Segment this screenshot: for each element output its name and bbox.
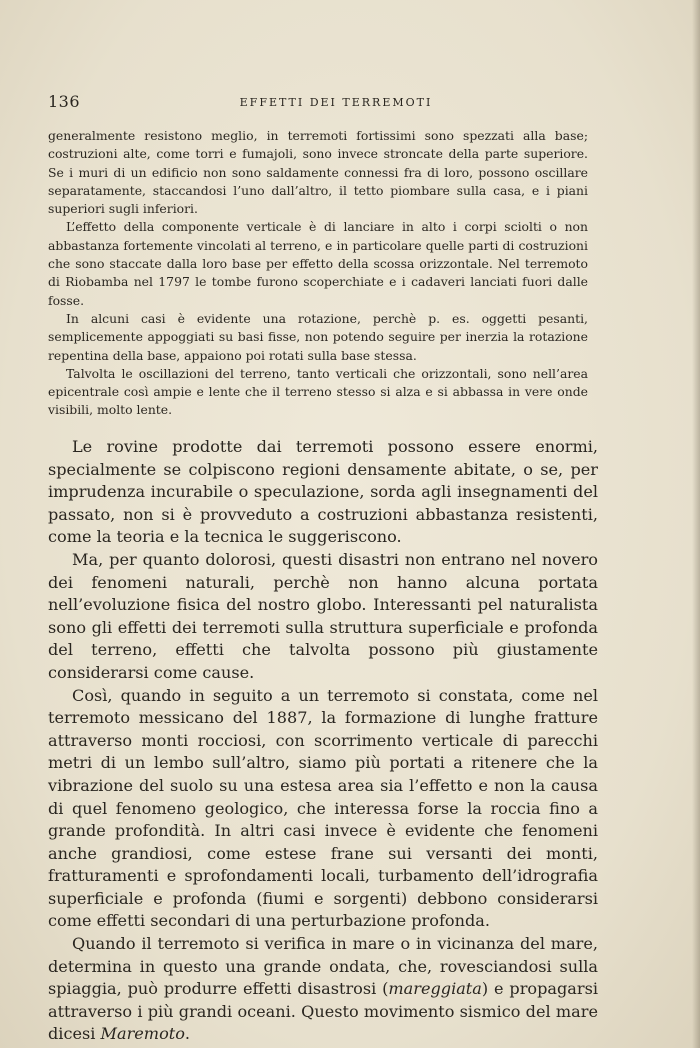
italic-term-mareggiata: mareggiata	[388, 979, 482, 999]
body-paragraph-3: Così, quando in seguito a un terremoto si constata, come nel terremoto messicano del 1887, la formazione di lunghe fratture attraverso monti rocciosi, con scorrimento verticale di parecchi metri di un lembo sull’altro, siamo più portati a ritenere che la vibrazione del suolo su una estesa area sia l’effetto e non la causa di quel fenomeno geologico, che interessa forse la roccia fino a grande profondità. In altri casi invece è evidente che fenomeni anche grandiosi, come estese frane sui versanti dei monti, fratturamenti e sprofondamenti locali, turbamento dell’idrografia superficiale e profonda (fiumi e sorgenti) debbono considerarsi come effetti secondari di una perturbazione profonda.	[48, 685, 598, 931]
body-paragraph-4	[48, 933, 598, 1046]
body-paragraph-1: Le rovine prodotte dai terremoti possono essere enormi, specialmente se colpiscono regioni densamente abitate, o se, per imprudenza incurabile o speculazione, sorda agli insegnamenti del passato, non si è provveduto a costruzioni abbastanza resistenti, come la teoria e la tecnica le suggeriscono.	[48, 437, 598, 547]
page-number: 136	[48, 92, 81, 111]
small-paragraph-3: In alcuni casi è evidente una rotazione, perchè p. es. oggetti pesanti, semplicemente appoggiati su basi fisse, non potendo seguire per inerzia la rotazione repentina della base, appaiono poi rotati sulla base stessa.	[48, 310, 588, 363]
body-paragraph-4-start: Quando il terremoto si verifica in mare o in vicinanza del mare, determina in questo una grande ondata, che, rovesciandosi sulla spiaggia, può produrre effetti disastrosi (	[48, 934, 598, 999]
body-paragraph-2: Ma, per quanto dolorosi, questi disastri non entrano nel novero dei fenomeni naturali, perchè non hanno alcuna portata nell’evoluzione fisica del nostro globo. Interessanti pel naturalista sono gli effetti dei terremoti sulla struttura superficiale e profonda del terreno, effetti che talvolta possono più giustamente considerarsi come cause.	[48, 549, 598, 682]
small-paragraph-1: generalmente resistono meglio, in terremoti fortissimi sono spezzati alla base; costruzioni alte, come torri e fumajoli, sono invece stroncate della parte superiore. Se i muri di un edificio non sono saldamente connessi fra di loro, possono oscillare separatamente, staccandosi l’uno dall’altro, il tetto piombare sulla casa, e i piani superiori sugli inferiori.	[48, 128, 588, 217]
small-paragraph-4: Talvolta le oscillazioni del terreno, tanto verticali che orizzontali, sono nell’area epicentrale così ampie e lente che il terreno stesso si alza e si abbassa in vere onde visibili, molto lente.	[48, 365, 588, 418]
body-paragraph-4-end: .	[184, 1024, 191, 1044]
small-paragraph-2: L’effetto della componente verticale è di lanciare in alto i corpi sciolti o non abbastanza fortemente vincolati al terreno, e in particolare quelle parti di costruzioni che sono staccate dalla loro base per effetto della scossa orizzontale. Nel terremoto di Riobamba nel 1797 le tombe furono scoperchiate e i cadaveri lanciati fuori dalle fosse.	[48, 219, 588, 308]
page-edge-shadow	[692, 0, 700, 1048]
italic-term-maremoto: Maremoto	[100, 1024, 185, 1044]
running-title: EFFETTI DEI TERREMOTI	[239, 96, 433, 109]
main-text-section	[48, 436, 598, 1046]
small-print-section	[48, 127, 588, 420]
body-paragraph-4-middle: ) e propagarsi attraverso i più grandi oceani. Questo movimento sismico del mare dicesi	[48, 979, 598, 1044]
page-header	[48, 92, 594, 114]
